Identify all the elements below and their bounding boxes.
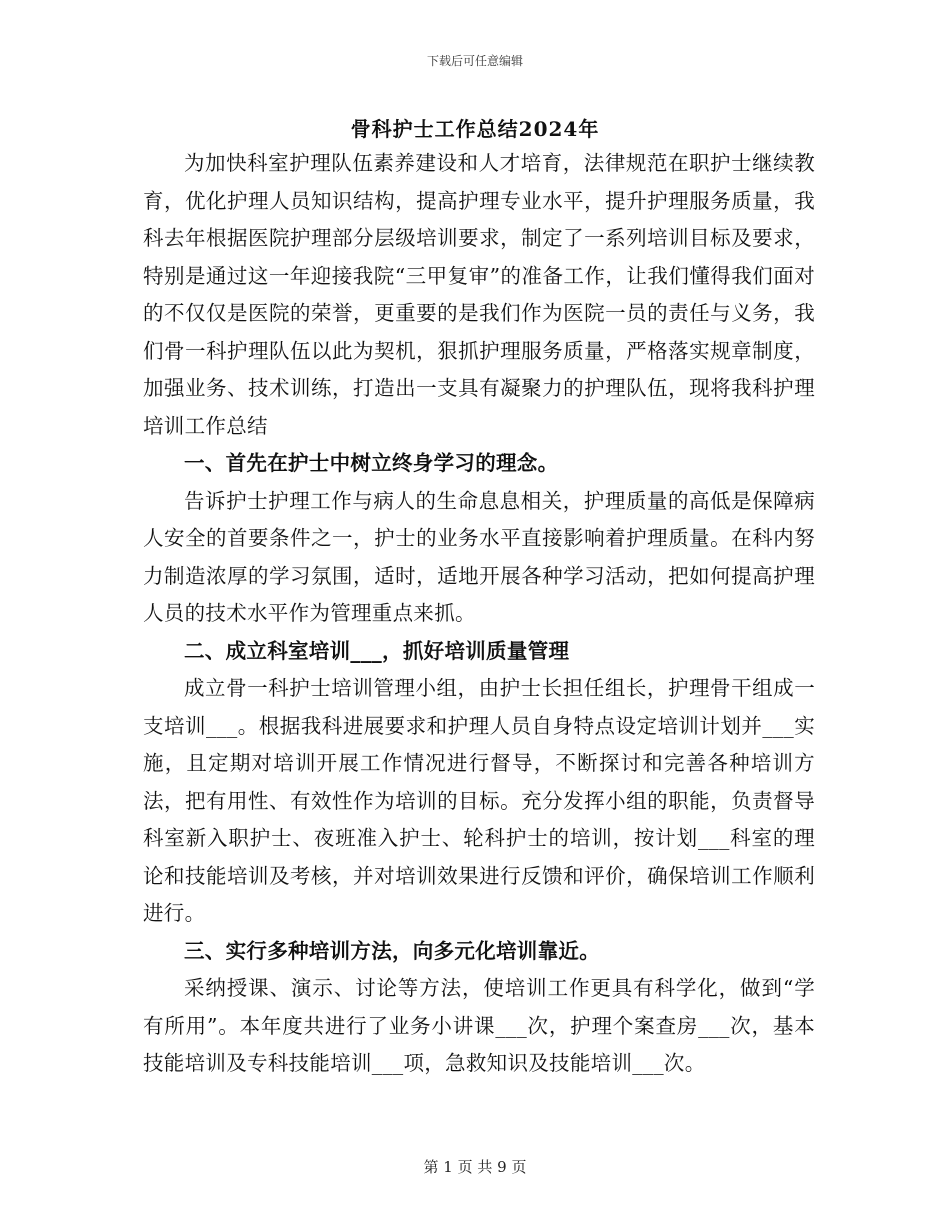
header-note: 下载后可任意编辑: [426, 54, 523, 68]
section-heading-2: 二、成立科室培训___，抓好培训质量管理: [184, 638, 570, 663]
intro-paragraph: 为加快科室护理队伍素养建设和人才培育，法律规范在职护士继续教育，优化护理人员知识结构，提高护理专业水平，提升护理服务质量，我科去年根据医院护理部分层级培训要求，制定了一系列培训目标及要求，特别是通过这一年迎接我院“三甲复审”的准备工作，让我们懂得我们面对的不仅仅是医院的荣誉，更重要的是我们作为医院一员的责任与义务，我们骨一科护理队伍以此为契机，狠抓护理服务质量，严格落实规章制度，加强业务、技术训练，打造出一支具有凝聚力的护理队伍，现将我科护理培训工作总结: [143, 151, 815, 438]
section-body-3: 采纳授课、演示、讨论等方法，使培训工作更具有科学化，做到“学有所用”。本年度共进行了业务小讲课___次，护理个案查房___次，基本技能培训及专科技能培训___项，急救知识及技能培训___次。: [143, 976, 815, 1075]
document-body: [143, 145, 815, 1083]
page-number: 第 1 页 共 9 页: [423, 1158, 527, 1176]
section-body-2: 成立骨一科护士培训管理小组，由护士长担任组长，护理骨干组成一支培训___。根据我科进展要求和护理人员自身特点设定培训计划并___实施，且定期对培训开展工作情况进行督导，不断探讨和完善各种培训方法，把有用性、有效性作为培训的目标。充分发挥小组的职能，负责督导科室新入职护士、夜班准入护士、轮科护士的培训，按计划___科室的理论和技能培训及考核，并对培训效果进行反馈和评价，确保培训工作顺利进行。: [143, 676, 815, 925]
section-body-1: 告诉护士护理工作与病人的生命息息相关，护理质量的高低是保障病人安全的首要条件之一，护士的业务水平直接影响着护理质量。在科内努力制造浓厚的学习氛围，适时，适地开展各种学习活动，把如何提高护理人员的技术水平作为管理重点来抓。: [143, 488, 815, 625]
section-heading-1: 一、首先在护士中树立终身学习的理念。: [184, 451, 559, 475]
document-title: 骨科护士工作总结2024年: [350, 117, 600, 141]
section-heading-3: 三、实行多种培训方法，向多元化培训靠近。: [184, 938, 600, 963]
